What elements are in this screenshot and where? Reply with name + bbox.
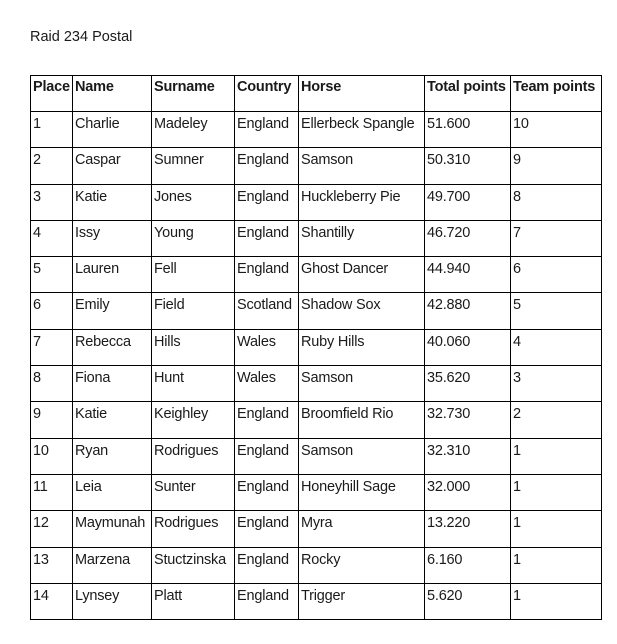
cell-country: Wales: [235, 329, 299, 365]
cell-surname: Rodrigues: [152, 438, 235, 474]
cell-place: 12: [31, 511, 73, 547]
cell-total-points: 13.220: [425, 511, 511, 547]
cell-country: England: [235, 112, 299, 148]
cell-country: England: [235, 220, 299, 256]
table-row: [31, 438, 602, 474]
document-title: Raid 234 Postal: [30, 29, 133, 45]
cell-name: Leia: [73, 474, 152, 510]
cell-surname: Field: [152, 293, 235, 329]
cell-horse: Samson: [299, 366, 425, 402]
cell-horse: Honeyhill Sage: [299, 474, 425, 510]
table-row: [31, 148, 602, 184]
cell-total-points: 46.720: [425, 220, 511, 256]
cell-name: Rebecca: [73, 329, 152, 365]
cell-name: Marzena: [73, 547, 152, 583]
header-country: Country: [235, 76, 299, 112]
cell-place: 10: [31, 438, 73, 474]
cell-team-points: 7: [511, 220, 602, 256]
cell-surname: Sunter: [152, 474, 235, 510]
cell-horse: Ghost Dancer: [299, 257, 425, 293]
cell-country: Scotland: [235, 293, 299, 329]
cell-surname: Jones: [152, 184, 235, 220]
cell-name: Lynsey: [73, 583, 152, 619]
cell-name: Lauren: [73, 257, 152, 293]
results-table: [30, 75, 602, 620]
table-row: [31, 184, 602, 220]
cell-country: England: [235, 438, 299, 474]
cell-place: 2: [31, 148, 73, 184]
cell-team-points: 1: [511, 474, 602, 510]
cell-name: Maymunah: [73, 511, 152, 547]
cell-name: Issy: [73, 220, 152, 256]
cell-total-points: 5.620: [425, 583, 511, 619]
cell-team-points: 5: [511, 293, 602, 329]
cell-total-points: 49.700: [425, 184, 511, 220]
table-row: [31, 583, 602, 619]
cell-surname: Hills: [152, 329, 235, 365]
cell-surname: Fell: [152, 257, 235, 293]
cell-horse: Samson: [299, 438, 425, 474]
cell-team-points: 1: [511, 583, 602, 619]
cell-horse: Shadow Sox: [299, 293, 425, 329]
table-row: [31, 402, 602, 438]
cell-surname: Madeley: [152, 112, 235, 148]
header-place: Place: [31, 76, 73, 112]
cell-country: England: [235, 148, 299, 184]
cell-total-points: 50.310: [425, 148, 511, 184]
cell-name: Caspar: [73, 148, 152, 184]
cell-horse: Samson: [299, 148, 425, 184]
cell-total-points: 42.880: [425, 293, 511, 329]
cell-name: Charlie: [73, 112, 152, 148]
cell-team-points: 6: [511, 257, 602, 293]
cell-surname: Rodrigues: [152, 511, 235, 547]
cell-country: England: [235, 257, 299, 293]
cell-place: 6: [31, 293, 73, 329]
cell-name: Ryan: [73, 438, 152, 474]
cell-team-points: 9: [511, 148, 602, 184]
header-horse: Horse: [299, 76, 425, 112]
cell-horse: Ellerbeck Spangle: [299, 112, 425, 148]
cell-name: Fiona: [73, 366, 152, 402]
cell-total-points: 51.600: [425, 112, 511, 148]
header-surname: Surname: [152, 76, 235, 112]
table-header-row: [31, 76, 602, 112]
cell-surname: Keighley: [152, 402, 235, 438]
cell-horse: Myra: [299, 511, 425, 547]
cell-horse: Rocky: [299, 547, 425, 583]
table-row: [31, 220, 602, 256]
cell-team-points: 1: [511, 547, 602, 583]
cell-place: 14: [31, 583, 73, 619]
cell-name: Katie: [73, 184, 152, 220]
cell-team-points: 4: [511, 329, 602, 365]
cell-team-points: 3: [511, 366, 602, 402]
cell-horse: Broomfield Rio: [299, 402, 425, 438]
cell-total-points: 32.310: [425, 438, 511, 474]
cell-total-points: 40.060: [425, 329, 511, 365]
cell-surname: Hunt: [152, 366, 235, 402]
cell-place: 5: [31, 257, 73, 293]
table-row: [31, 547, 602, 583]
cell-country: England: [235, 184, 299, 220]
cell-country: England: [235, 511, 299, 547]
cell-surname: Platt: [152, 583, 235, 619]
cell-name: Emily: [73, 293, 152, 329]
cell-place: 3: [31, 184, 73, 220]
cell-total-points: 32.000: [425, 474, 511, 510]
cell-place: 9: [31, 402, 73, 438]
table-row: [31, 293, 602, 329]
cell-team-points: 10: [511, 112, 602, 148]
cell-place: 11: [31, 474, 73, 510]
cell-name: Katie: [73, 402, 152, 438]
cell-team-points: 2: [511, 402, 602, 438]
cell-total-points: 35.620: [425, 366, 511, 402]
cell-country: England: [235, 474, 299, 510]
cell-place: 8: [31, 366, 73, 402]
cell-total-points: 6.160: [425, 547, 511, 583]
cell-horse: Shantilly: [299, 220, 425, 256]
cell-place: 1: [31, 112, 73, 148]
cell-place: 7: [31, 329, 73, 365]
header-name: Name: [73, 76, 152, 112]
table-row: [31, 366, 602, 402]
table-row: [31, 257, 602, 293]
cell-total-points: 44.940: [425, 257, 511, 293]
table-body: [31, 112, 602, 620]
cell-horse: Huckleberry Pie: [299, 184, 425, 220]
table-row: [31, 329, 602, 365]
cell-team-points: 1: [511, 438, 602, 474]
table-row: [31, 112, 602, 148]
header-team-points: Team points: [511, 76, 602, 112]
cell-surname: Sumner: [152, 148, 235, 184]
table-row: [31, 474, 602, 510]
cell-country: England: [235, 547, 299, 583]
cell-team-points: 8: [511, 184, 602, 220]
cell-place: 13: [31, 547, 73, 583]
table-row: [31, 511, 602, 547]
cell-country: Wales: [235, 366, 299, 402]
cell-total-points: 32.730: [425, 402, 511, 438]
header-total-points: Total points: [425, 76, 511, 112]
cell-horse: Trigger: [299, 583, 425, 619]
cell-country: England: [235, 583, 299, 619]
cell-team-points: 1: [511, 511, 602, 547]
cell-surname: Young: [152, 220, 235, 256]
cell-place: 4: [31, 220, 73, 256]
cell-surname: Stuctzinska: [152, 547, 235, 583]
cell-horse: Ruby Hills: [299, 329, 425, 365]
cell-country: England: [235, 402, 299, 438]
